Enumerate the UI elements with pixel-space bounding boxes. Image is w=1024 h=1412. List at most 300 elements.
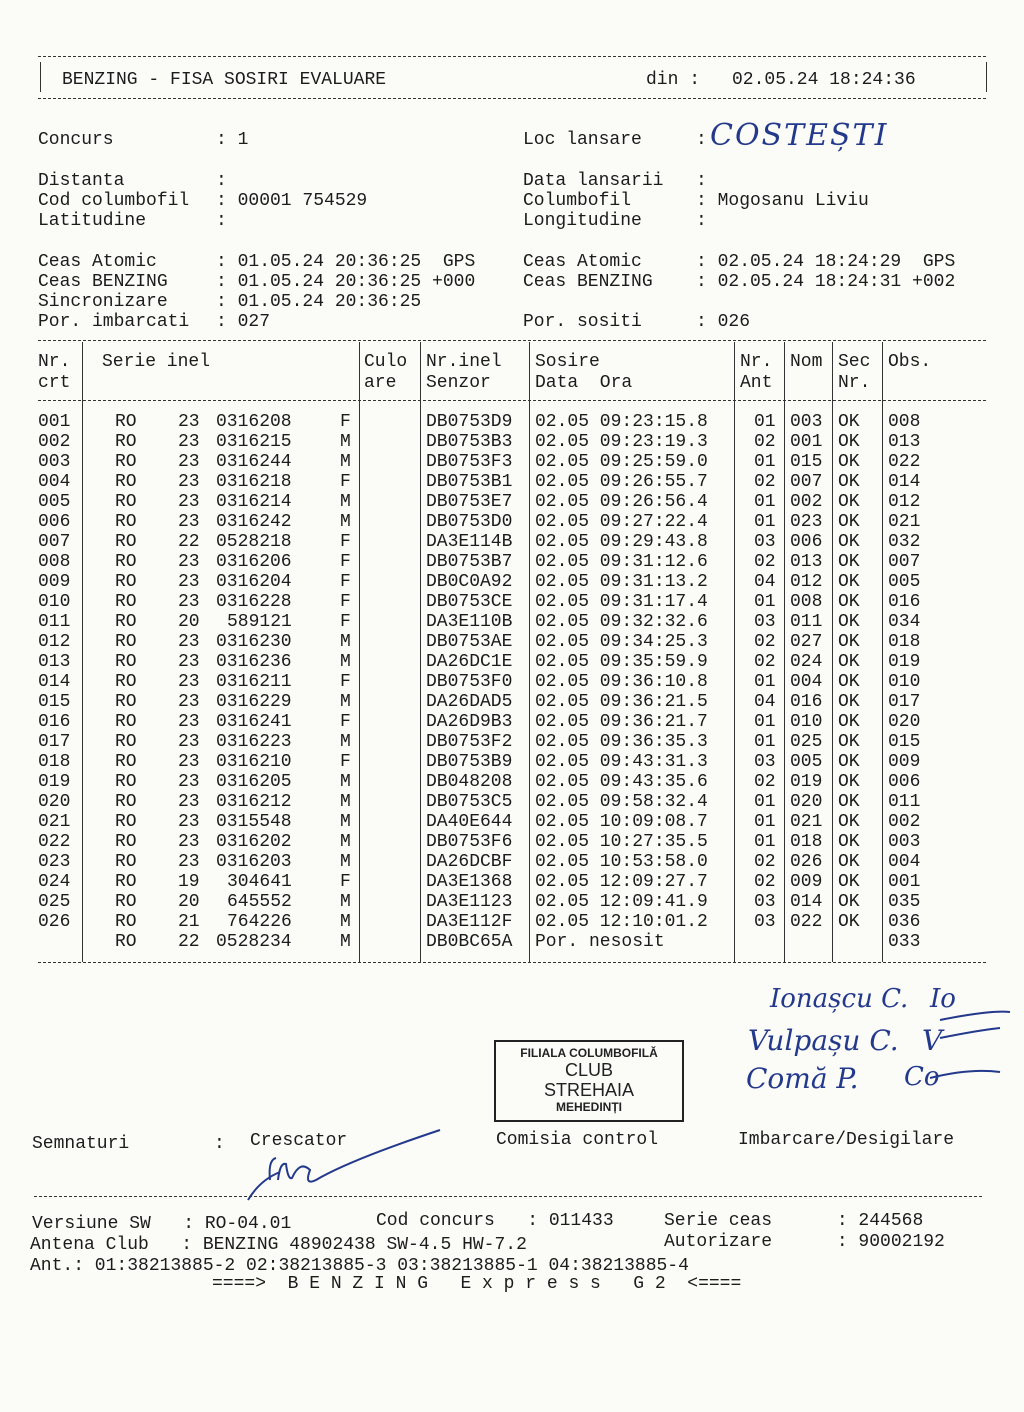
arrival-time-cell: 02.05 12:10:01.2 [535,912,708,932]
concurs-label: Concurs [38,130,114,150]
observation-cell: 022 [888,452,921,472]
country-code-cell: RO [115,412,137,432]
country-code-cell: RO [115,492,137,512]
arrival-time-cell: 02.05 09:26:55.7 [535,472,708,492]
arrival-time-cell: 02.05 09:36:21.7 [535,712,708,732]
row-number-cell: 024 [38,872,71,892]
ring-number-cell: 764226 [227,912,292,932]
lat-label: Latitudine [38,211,147,231]
sex-cell: F [340,872,351,892]
table-bottom-rule [38,962,986,963]
ring-number-cell: 0316230 [216,632,292,652]
antenna-number-cell: 03 [754,892,776,912]
antenna-number-cell: 01 [754,792,776,812]
sex-cell: M [340,492,351,512]
security-status-cell: OK [838,752,860,772]
country-code-cell: RO [115,672,137,692]
antenna-number-cell: 03 [754,752,776,772]
sex-cell: F [340,712,351,732]
observation-cell: 018 [888,632,921,652]
antenna-number-cell: 01 [754,512,776,532]
th-sosire: Sosire [535,352,600,372]
arrival-time-cell: 02.05 09:31:17.4 [535,592,708,612]
security-status-cell: OK [838,672,860,692]
row-number-cell: 004 [38,472,71,492]
table-header-rule [38,400,986,401]
table-row [0,552,1024,572]
row-number-cell: 012 [38,632,71,652]
sensor-id-cell: DB0C0A92 [426,572,513,592]
nom-number-cell: 026 [790,852,823,872]
country-code-cell: RO [115,452,137,472]
observation-cell: 009 [888,752,921,772]
table-row [0,932,1024,952]
row-number-cell: 025 [38,892,71,912]
antenna-number-cell: 01 [754,592,776,612]
antenna-number-cell: 01 [754,712,776,732]
nom-number-cell: 013 [790,552,823,572]
th-senzor: Senzor [426,373,491,393]
antenna-number-cell: 02 [754,472,776,492]
row-number-cell: 020 [38,792,71,812]
security-status-cell: OK [838,412,860,432]
country-code-cell: RO [115,472,137,492]
sex-cell: M [340,692,351,712]
row-number-cell: 013 [38,652,71,672]
sex-cell: F [340,552,351,572]
antenna-serials: Ant.: 01:38213885-2 02:38213885-3 03:38213885-1 04:38213885-4 [30,1256,689,1276]
security-status-cell: OK [838,612,860,632]
antenna-number-cell: 02 [754,772,776,792]
row-number-cell: 006 [38,512,71,532]
security-status-cell: OK [838,552,860,572]
page-title: BENZING - FISA SOSIRI EVALUARE [62,70,387,90]
sex-cell: F [340,672,351,692]
table-row [0,912,1024,932]
nom-number-cell: 023 [790,512,823,532]
ring-number-cell: 0316210 [216,752,292,772]
country-code-cell: RO [115,732,137,752]
sensor-id-cell: DB0BC65A [426,932,513,952]
observation-cell: 035 [888,892,921,912]
autorizare: Autorizare : 90002192 [664,1232,945,1252]
sex-cell: M [340,792,351,812]
antenna-number-cell: 03 [754,612,776,632]
sex-cell: F [340,472,351,492]
table-row [0,852,1024,872]
ring-year-cell: 23 [178,512,200,532]
row-number-cell: 010 [38,592,71,612]
sex-cell: M [340,932,351,952]
nom-number-cell: 003 [790,412,823,432]
table-row [0,692,1024,712]
antenna-number-cell: 01 [754,452,776,472]
sensor-id-cell: DA40E644 [426,812,513,832]
antenna-number-cell: 01 [754,412,776,432]
sensor-id-cell: DB0753E7 [426,492,513,512]
arrival-time-cell: 02.05 09:29:43.8 [535,532,708,552]
columbofil-value: : Mogosanu Liviu [696,191,869,211]
security-status-cell: OK [838,692,860,712]
semnaturi-sep: : [214,1134,225,1154]
row-number-cell: 019 [38,772,71,792]
arrival-time-cell: 02.05 09:31:12.6 [535,552,708,572]
sex-cell: M [340,892,351,912]
arrival-time-cell: 02.05 09:43:35.6 [535,772,708,792]
arrival-time-cell: 02.05 09:36:10.8 [535,672,708,692]
security-status-cell: OK [838,872,860,892]
antenna-number-cell: 01 [754,732,776,752]
table-row [0,452,1024,472]
sensor-id-cell: DB0753F3 [426,452,513,472]
observation-cell: 033 [888,932,921,952]
security-status-cell: OK [838,772,860,792]
table-row [0,432,1024,452]
longitudine-label: Longitudine [523,211,642,231]
antenna-number-cell: 02 [754,852,776,872]
nom-number-cell: 001 [790,432,823,452]
ring-number-cell: 0316241 [216,712,292,732]
ceas-atomic-left-value: : 01.05.24 20:36:25 GPS [216,252,476,272]
ring-year-cell: 23 [178,652,200,672]
handwritten-initials-1: Io [930,984,956,1014]
country-code-cell: RO [115,592,137,612]
arrival-time-cell: 02.05 10:53:58.0 [535,852,708,872]
table-row [0,652,1024,672]
distanta-label: Distanta [38,171,125,191]
ring-year-cell: 23 [178,432,200,452]
observation-cell: 004 [888,852,921,872]
th-serie: Serie inel [102,352,211,372]
sex-cell: F [340,572,351,592]
ring-number-cell: 0316204 [216,572,292,592]
country-code-cell: RO [115,912,137,932]
nom-number-cell: 012 [790,572,823,592]
cod-concurs: Cod concurs : 011433 [376,1211,614,1231]
sex-cell: M [340,832,351,852]
security-status-cell: OK [838,832,860,852]
antenna-number-cell: 01 [754,812,776,832]
arrival-time-cell: 02.05 09:35:59.9 [535,652,708,672]
sex-cell: M [340,812,351,832]
country-code-cell: RO [115,792,137,812]
ring-year-cell: 23 [178,452,200,472]
ring-number-cell: 0316203 [216,852,292,872]
concurs-value: : 1 [216,130,249,150]
observation-cell: 034 [888,612,921,632]
ring-number-cell: 0316202 [216,832,292,852]
ring-number-cell: 0528218 [216,532,292,552]
th-nr-ant: Nr. [740,352,773,372]
sensor-id-cell: DB0753D9 [426,412,513,432]
security-status-cell: OK [838,492,860,512]
ring-number-cell: 0316206 [216,552,292,572]
antenna-number-cell: 02 [754,652,776,672]
antenna-number-cell: 02 [754,872,776,892]
arrival-time-cell: 02.05 10:27:35.5 [535,832,708,852]
sensor-id-cell: DB0753B1 [426,472,513,492]
stamp-line-2: CLUB [564,1060,613,1080]
country-code-cell: RO [115,832,137,852]
ring-year-cell: 19 [178,872,200,892]
security-status-cell: OK [838,912,860,932]
table-row [0,472,1024,492]
ring-year-cell: 23 [178,712,200,732]
benzing-express-banner: ====> B E N Z I N G E x p r e s s G 2 <==== [212,1274,742,1294]
antenna-number-cell: 02 [754,432,776,452]
ring-year-cell: 23 [178,472,200,492]
antenna-number-cell: 02 [754,552,776,572]
sex-cell: M [340,912,351,932]
ceas-atomic-right-value: : 02.05.24 18:24:29 GPS [696,252,956,272]
arrival-time-cell: 02.05 09:25:59.0 [535,452,708,472]
security-status-cell: OK [838,512,860,532]
observation-cell: 017 [888,692,921,712]
crescator-label: Crescator [250,1131,348,1151]
country-code-cell: RO [115,852,137,872]
row-number-cell: 017 [38,732,71,752]
ring-number-cell: 0316228 [216,592,292,612]
row-number-cell: 003 [38,452,71,472]
row-number-cell: 011 [38,612,71,632]
arrival-time-cell: 02.05 09:43:31.3 [535,752,708,772]
sex-cell: F [340,592,351,612]
ring-number-cell: 645552 [227,892,292,912]
comisia-label: Comisia control [496,1130,659,1150]
nom-number-cell: 027 [790,632,823,652]
country-code-cell: RO [115,752,137,772]
ring-number-cell: 0316218 [216,472,292,492]
arrival-time-cell: Por. nesosit [535,932,665,952]
ceas-benzing-right-value: : 02.05.24 18:24:31 +002 [696,272,956,292]
ring-number-cell: 0316208 [216,412,292,432]
sensor-id-cell: DB0753F0 [426,672,513,692]
nom-number-cell: 024 [790,652,823,672]
observation-cell: 021 [888,512,921,532]
arrival-time-cell: 02.05 09:23:19.3 [535,432,708,452]
nom-number-cell: 008 [790,592,823,612]
table-row [0,792,1024,812]
ring-year-cell: 23 [178,632,200,652]
table-row [0,592,1024,612]
table-row [0,492,1024,512]
ceas-benzing-left-label: Ceas BENZING [38,272,168,292]
observation-cell: 014 [888,472,921,492]
observation-cell: 008 [888,412,921,432]
sensor-id-cell: DB0753B9 [426,752,513,772]
th-nr: Nr. [38,352,71,372]
header-right-border [986,62,987,92]
ring-number-cell: 0316223 [216,732,292,752]
longitudine-value: : [696,211,707,231]
country-code-cell: RO [115,632,137,652]
header-left-border [40,62,41,92]
sensor-id-cell: DB0753CE [426,592,513,612]
semnaturi-label: Semnaturi [32,1134,130,1154]
sensor-id-cell: DA26DCBF [426,852,513,872]
nom-number-cell: 005 [790,752,823,772]
sex-cell: M [340,452,351,472]
sensor-id-cell: DA3E110B [426,612,513,632]
table-row [0,572,1024,592]
th-data-ora: Data Ora [535,373,633,393]
antenna-number-cell: 04 [754,692,776,712]
ring-number-cell: 0316242 [216,512,292,532]
ring-year-cell: 23 [178,812,200,832]
antenna-number-cell: 01 [754,832,776,852]
ring-year-cell: 23 [178,692,200,712]
arrival-time-cell: 02.05 09:36:21.5 [535,692,708,712]
security-status-cell: OK [838,852,860,872]
row-number-cell: 018 [38,752,71,772]
sensor-id-cell: DB0753B3 [426,432,513,452]
arrival-time-cell: 02.05 09:27:22.4 [535,512,708,532]
arrival-time-cell: 02.05 09:31:13.2 [535,572,708,592]
security-status-cell: OK [838,712,860,732]
th-ant: Ant [740,373,773,393]
antenna-number-cell: 02 [754,632,776,652]
arrival-time-cell: 02.05 09:36:35.3 [535,732,708,752]
observation-cell: 005 [888,572,921,592]
ring-year-cell: 20 [178,612,200,632]
sex-cell: M [340,852,351,872]
th-obs: Obs. [888,352,932,372]
ring-year-cell: 21 [178,912,200,932]
sensor-id-cell: DB0753D0 [426,512,513,532]
country-code-cell: RO [115,572,137,592]
sensor-id-cell: DA3E1368 [426,872,513,892]
serie-ceas: Serie ceas : 244568 [664,1211,924,1231]
row-number-cell: 026 [38,912,71,932]
nom-number-cell: 016 [790,692,823,712]
observation-cell: 002 [888,812,921,832]
ring-number-cell: 0316214 [216,492,292,512]
ring-year-cell: 23 [178,772,200,792]
security-status-cell: OK [838,632,860,652]
table-row [0,872,1024,892]
security-status-cell: OK [838,432,860,452]
sensor-id-cell: DB048208 [426,772,513,792]
handwritten-initials-2: V [922,1024,943,1057]
ring-year-cell: 20 [178,892,200,912]
nom-number-cell: 010 [790,712,823,732]
loc-value-handwritten: COSTEȘTI [710,118,889,153]
antenna-number-cell: 01 [754,492,776,512]
arrival-time-cell: 02.05 12:09:27.7 [535,872,708,892]
row-number-cell: 021 [38,812,71,832]
observation-cell: 015 [888,732,921,752]
table-row [0,892,1024,912]
nom-number-cell: 014 [790,892,823,912]
table-row [0,512,1024,532]
ring-number-cell: 589121 [227,612,292,632]
ring-year-cell: 23 [178,672,200,692]
th-crt: crt [38,373,71,393]
stamp-line-3: STREHAIA [543,1080,635,1100]
th-culo: Culo [364,352,408,372]
ring-number-cell: 0316205 [216,772,292,792]
club-stamp [494,1040,684,1122]
row-number-cell: 023 [38,852,71,872]
security-status-cell: OK [838,592,860,612]
th-sec-nr: Nr. [838,373,871,393]
ring-number-cell: 0316215 [216,432,292,452]
table-row [0,832,1024,852]
observation-cell: 011 [888,792,921,812]
loc-label: Loc lansare [523,130,642,150]
country-code-cell: RO [115,652,137,672]
nom-number-cell: 009 [790,872,823,892]
table-row [0,672,1024,692]
sensor-id-cell: DB0753F2 [426,732,513,752]
ring-year-cell: 23 [178,592,200,612]
sensor-id-cell: DA3E114B [426,532,513,552]
observation-cell: 010 [888,672,921,692]
por-sositi-value: : 026 [696,312,751,332]
table-row [0,732,1024,752]
antenna-number-cell: 03 [754,532,776,552]
sensor-id-cell: DB0753AE [426,632,513,652]
table-row [0,712,1024,732]
ring-year-cell: 22 [178,532,200,552]
nom-number-cell: 021 [790,812,823,832]
country-code-cell: RO [115,932,137,952]
stamp-line-4: MEHEDINȚI [556,1100,622,1114]
ring-year-cell: 23 [178,552,200,572]
ceas-benzing-right-label: Ceas BENZING [523,272,653,292]
country-code-cell: RO [115,512,137,532]
sincronizare-value: : 01.05.24 20:36:25 [216,292,422,312]
signature-strokes [700,990,1020,1100]
sex-cell: M [340,732,351,752]
ceas-benzing-left-value: : 01.05.24 20:36:25 +000 [216,272,476,292]
country-code-cell: RO [115,892,137,912]
ring-year-cell: 23 [178,492,200,512]
antena-club: Antena Club : BENZING 48902438 SW-4.5 HW-7.2 [30,1235,527,1255]
table-row [0,532,1024,552]
sensor-id-cell: DA26DAD5 [426,692,513,712]
ring-year-cell: 23 [178,752,200,772]
handwritten-name-2: Vulpașu C. [748,1024,899,1057]
nom-number-cell: 002 [790,492,823,512]
ring-number-cell: 304641 [227,872,292,892]
ring-year-cell: 23 [178,832,200,852]
versiune-sw: Versiune SW : RO-04.01 [32,1214,292,1234]
antenna-number-cell: 01 [754,672,776,692]
por-imbarcati-label: Por. imbarcati [38,312,190,332]
ceas-atomic-right-label: Ceas Atomic [523,252,642,272]
sex-cell: M [340,512,351,532]
ring-number-cell: 0316212 [216,792,292,812]
data-lansarii-value: : [696,171,707,191]
ring-year-cell: 23 [178,732,200,752]
sensor-id-cell: DA26D9B3 [426,712,513,732]
country-code-cell: RO [115,612,137,632]
table-row [0,752,1024,772]
cod-label: Cod columbofil [38,191,190,211]
antenna-number-cell: 04 [754,572,776,592]
observation-cell: 016 [888,592,921,612]
nom-number-cell: 004 [790,672,823,692]
arrival-time-cell: 02.05 09:34:25.3 [535,632,708,652]
observation-cell: 036 [888,912,921,932]
sincronizare-label: Sincronizare [38,292,168,312]
table-row [0,772,1024,792]
row-number-cell: 005 [38,492,71,512]
observation-cell: 007 [888,552,921,572]
security-status-cell: OK [838,532,860,552]
ring-number-cell: 0316211 [216,672,292,692]
